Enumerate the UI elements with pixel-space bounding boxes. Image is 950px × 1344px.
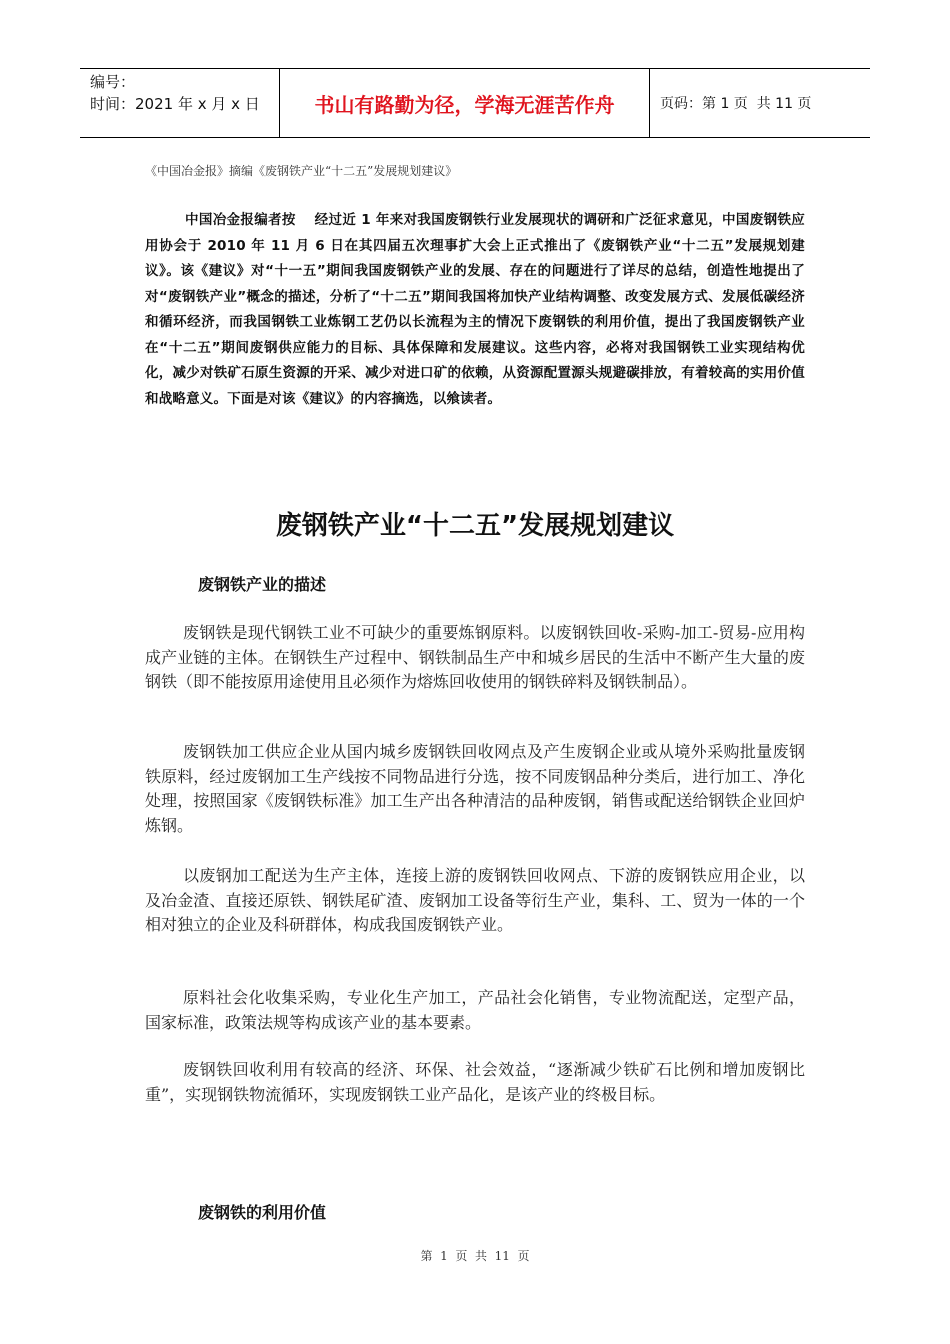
header-meta-cell xyxy=(80,69,280,137)
source-line: 《中国冶金报》摘编《废钢铁产业“十二五”发展规划建议》 xyxy=(145,164,458,178)
header-motto: 书山有路勤为径，学海无涯苦作舟 xyxy=(280,69,650,137)
section-heading-value: 废钢铁的利用价值 xyxy=(198,1203,327,1222)
body-paragraph: 原料社会化收集采购，专业化生产加工，产品社会化销售，专业物流配送，定型产品，国家标准，政策法规等构成该产业的基本要素。 xyxy=(145,988,805,1032)
body-paragraph: 废钢铁是现代钢铁工业不可缺少的重要炼钢原料。以废钢铁回收-采购-加工-贸易-应用构成产业链的主体。在钢铁生产过程中、钢铁制品生产中和城乡居民的生活中不断产生大量的废钢铁（即不能按原用途使用且必须作为熔炼回收使用的钢铁碎料及钢铁制品）。 xyxy=(145,623,805,691)
body-paragraph: 废钢铁加工供应企业从国内城乡废钢铁回收网点及产生废钢企业或从境外采购批量废钢铁原料，经过废钢加工生产线按不同物品进行分选，按不同废钢品种分类后，进行加工、净化处理，按照国家《废钢铁标准》加工生产出各种清洁的品种废钢，销售或配送给钢铁企业回炉炼钢。 xyxy=(145,742,805,835)
section-heading-description: 废钢铁产业的描述 xyxy=(198,575,327,594)
main-title: 废钢铁产业“十二五”发展规划建议 xyxy=(275,511,675,541)
body-paragraph: 废钢铁回收利用有较高的经济、环保、社会效益，“逐渐减少铁矿石比例和增加废钢比重”，实现钢铁物流循环，实现废钢铁工业产品化，是该产业的终极目标。 xyxy=(145,1060,805,1104)
editor-note-paragraph: 中国冶金报编者按 经过近 1 年来对我国废钢铁行业发展现状的调研和广泛征求意见，中国废钢铁应用协会于 2010 年 11 月 6 日在其四届五次理事扩大会上正式推出了《废钢铁产业“十二五”发展规划建议》。该《建议》对“十一五”期间我国废钢铁产业的发展、存在的问题进行了详尽的总结，创造性地提出了对“废钢铁产业”概念的描述，分析了“十二五”期间我国将加快产业结构调整、改变发展方式、发展低碳经济和循环经济，而我国钢铁工业炼钢工艺仍以长流程为主的情况下废钢铁的利用价值，提出了我国废钢铁产业在“十二五”期间废钢供应能力的目标、具体保障和发展建议。这些内容，必将对我国钢铁工业实现结构优化，减少对铁矿石原生资源的开采、减少对进口矿的依赖，从资源配置源头规避碳排放，有着较高的实用价值和战略意义。下面是对该《建议》的内容摘选，以飨读者。 xyxy=(145,212,805,407)
document-header xyxy=(80,68,870,138)
document-time-label: 时间：2021 年 x 月 x 日 xyxy=(90,95,260,113)
page-footer: 第 1 页 共 11 页 xyxy=(420,1249,530,1263)
body-paragraph: 以废钢加工配送为生产主体，连接上游的废钢铁回收网点、下游的废钢铁应用企业，以及冶金渣、直接还原铁、钢铁尾矿渣、废钢加工设备等衍生产业，集科、工、贸为一体的一个相对独立的企业及科研群体，构成我国废钢铁产业。 xyxy=(145,866,805,934)
document-number-label: 编号： xyxy=(90,73,136,91)
header-page-info: 页码：第 1 页 共 11 页 xyxy=(660,96,812,112)
